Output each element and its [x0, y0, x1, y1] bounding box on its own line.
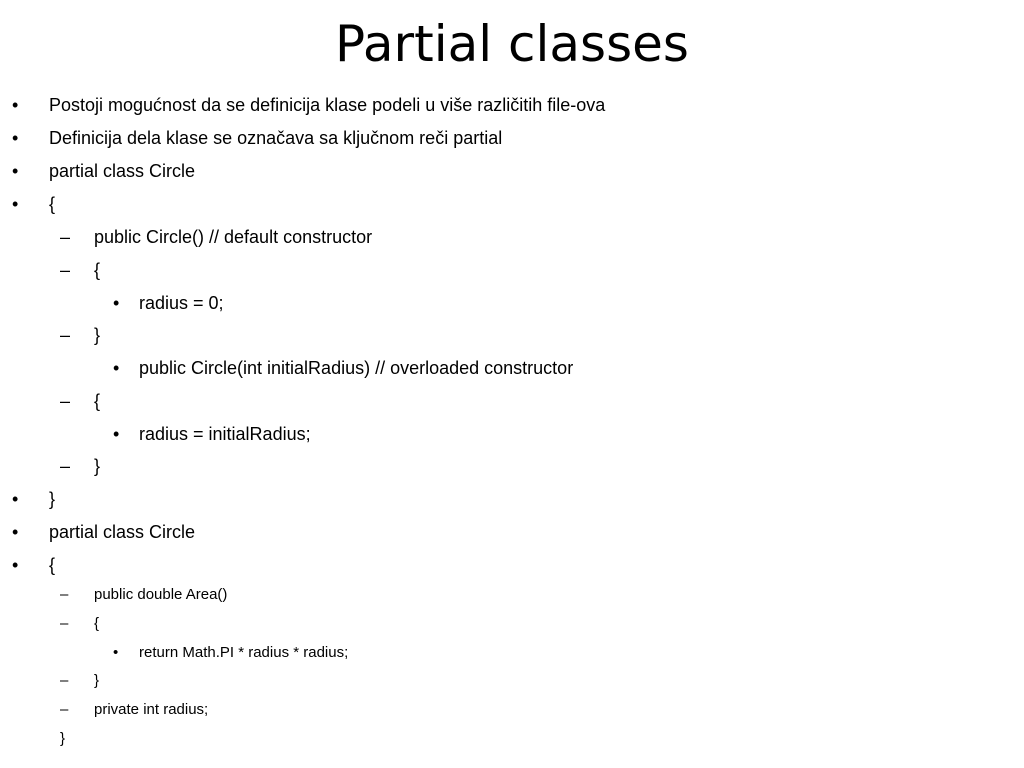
list-item-text: } [60, 730, 66, 747]
list-item-text: { [49, 555, 56, 575]
bullet-icon: • [12, 194, 19, 214]
dash-icon: – [60, 456, 71, 476]
list-item-text: public double Area() [94, 586, 228, 603]
bullet-icon: • [12, 128, 19, 148]
list-item-text: partial class Circle [49, 522, 196, 542]
bullet-icon: • [12, 95, 19, 115]
bullet-icon: • [113, 358, 120, 378]
bullet-icon: • [12, 555, 19, 575]
dash-icon: – [60, 615, 69, 632]
bullet-icon: • [113, 644, 119, 661]
list-item-text: } [94, 672, 100, 689]
dash-icon: – [60, 586, 69, 603]
list-item-text: return Math.PI * radius * radius; [139, 644, 349, 661]
list-item-text: private int radius; [94, 701, 209, 718]
bullet-icon: • [12, 161, 19, 181]
list-item-text: public Circle(int initialRadius) // overloaded constructor [139, 358, 574, 378]
dash-icon: – [60, 325, 71, 345]
list-item-text: radius = initialRadius; [139, 424, 311, 444]
list-item-text: partial class Circle [49, 161, 196, 181]
list-item-text: { [94, 615, 100, 632]
dash-icon: – [60, 260, 71, 280]
list-item-text: } [94, 456, 101, 476]
dash-icon: – [60, 227, 71, 247]
bullet-icon: • [113, 424, 120, 444]
list-item-text: { [49, 194, 56, 214]
list-item-text: { [94, 391, 101, 411]
list-item-text: Definicija dela klase se označava sa ključnom reči partial [49, 128, 503, 148]
bullet-icon: • [12, 489, 19, 509]
list-item-text: radius = 0; [139, 293, 224, 313]
list-item-text: public Circle() // default constructor [94, 227, 373, 247]
list-item [60, 729, 65, 748]
bullet-icon: • [113, 293, 120, 313]
list-item-text: } [49, 489, 56, 509]
dash-icon: – [60, 391, 71, 411]
list-item-text: { [94, 260, 101, 280]
slide-title: Partial classes [335, 15, 689, 73]
list-item-text: } [94, 325, 101, 345]
dash-icon: – [60, 672, 69, 689]
dash-icon: – [60, 701, 69, 718]
bullet-icon: • [12, 522, 19, 542]
list-item-text: Postoji mogućnost da se definicija klase podeli u više različitih file-ova [49, 95, 606, 115]
